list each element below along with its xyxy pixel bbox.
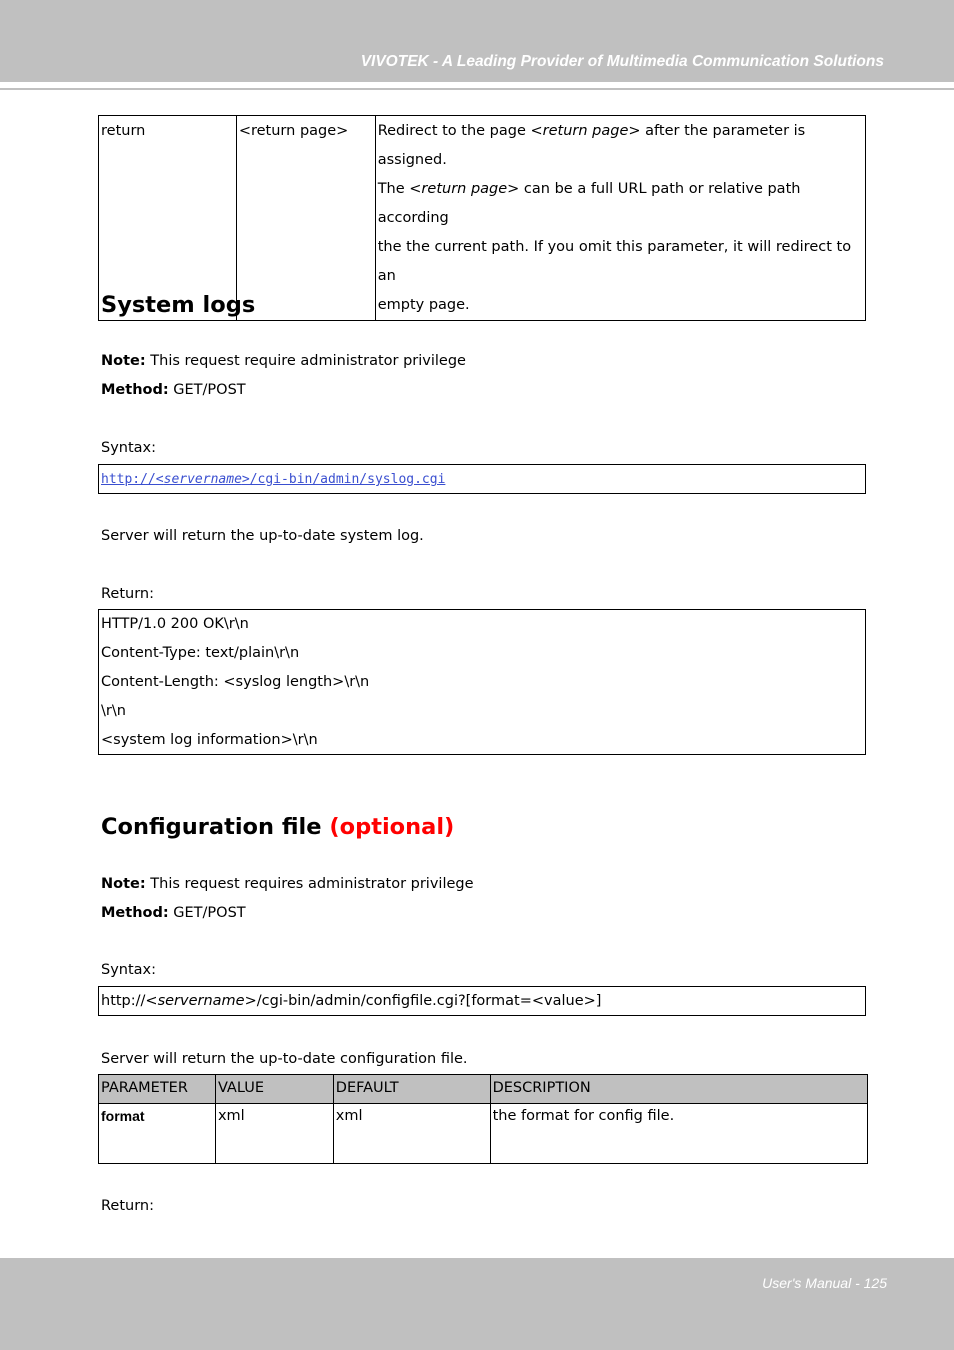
header-divider: [0, 88, 954, 90]
method-line: [101, 382, 246, 398]
desc-text: the the current path. If you omit this parameter, it will redirect to an: [377, 239, 852, 284]
return-line: \r\n: [101, 703, 126, 719]
config-description: Server will return the up-to-date configuration file.: [101, 1051, 468, 1067]
syslog-return-box: [98, 609, 866, 755]
note-text: This request requires administrator privilege: [145, 876, 474, 892]
return-line: Content-Type: text/plain\r\n: [101, 645, 300, 661]
note-line: [101, 353, 466, 369]
config-param-table: [98, 1074, 868, 1164]
desc-text: empty page.: [377, 297, 470, 313]
desc-italic: <return page>: [409, 181, 520, 197]
table-cell-description: the format for config file.: [490, 1104, 867, 1164]
param-cell: return: [99, 116, 237, 321]
syslog-url-link[interactable]: [99, 465, 865, 494]
return-label: Return:: [101, 586, 155, 602]
desc-text: The: [377, 181, 410, 197]
syslog-description: Server will return the up-to-date system log.: [101, 528, 424, 544]
page-number: User's Manual - 125: [762, 1275, 887, 1291]
return-param-table: [98, 115, 866, 321]
section-heading-system-logs: System logs: [101, 292, 256, 318]
url-text[interactable]: >/cgi-bin/admin/syslog.cgi: [241, 472, 446, 487]
section-heading-configuration-file: [101, 814, 454, 840]
note-text: This request require administrator privilege: [145, 353, 466, 369]
note-line: [101, 876, 474, 892]
col-header-default: DEFAULT: [333, 1075, 490, 1104]
note-label: Note:: [101, 876, 146, 892]
method-label: Method:: [101, 382, 169, 398]
return-line: Content-Length: <syslog length>\r\n: [101, 674, 370, 690]
heading-text: Configuration file: [101, 814, 330, 840]
table-cell-value: xml: [215, 1104, 333, 1164]
method-line: [101, 905, 246, 921]
col-header-description: DESCRIPTION: [490, 1075, 867, 1104]
value-cell: <return page>: [236, 116, 375, 321]
url-italic[interactable]: servername: [163, 472, 242, 487]
desc-text: after the parameter is assigned.: [377, 123, 806, 168]
method-text: GET/POST: [168, 382, 246, 398]
syntax-label: Syntax:: [101, 962, 157, 978]
page-footer: [0, 1258, 954, 1350]
col-header-value: VALUE: [215, 1075, 333, 1104]
method-label: Method:: [101, 905, 169, 921]
config-syntax-box: [98, 986, 866, 1016]
desc-text: Redirect to the page: [377, 123, 531, 139]
description-cell: [375, 116, 865, 321]
return-line: HTTP/1.0 200 OK\r\n: [101, 616, 249, 632]
note-label: Note:: [101, 353, 146, 369]
desc-italic: <return page>: [530, 123, 641, 139]
syntax-label: Syntax:: [101, 440, 157, 456]
return-label: Return:: [101, 1198, 155, 1214]
optional-tag: (optional): [329, 814, 455, 840]
method-text: GET/POST: [168, 905, 246, 921]
url-text: http://<: [101, 993, 158, 1009]
return-line: <system log information>\r\n: [101, 732, 318, 748]
page-header: [0, 0, 954, 82]
config-url: [99, 987, 865, 1016]
syslog-syntax-box: [98, 464, 866, 494]
url-text: >/cgi-bin/admin/configfile.cgi?[format=<value>]: [244, 993, 602, 1009]
table-cell-default: xml: [333, 1104, 490, 1164]
desc-text: can be a full URL path or relative path according: [377, 181, 801, 226]
col-header-parameter: PARAMETER: [99, 1075, 216, 1104]
header-title: VIVOTEK - A Leading Provider of Multimedia Communication Solutions: [360, 53, 884, 70]
url-italic: servername: [157, 993, 245, 1009]
url-text[interactable]: http://<: [101, 472, 164, 487]
table-cell-parameter: format: [99, 1104, 216, 1164]
